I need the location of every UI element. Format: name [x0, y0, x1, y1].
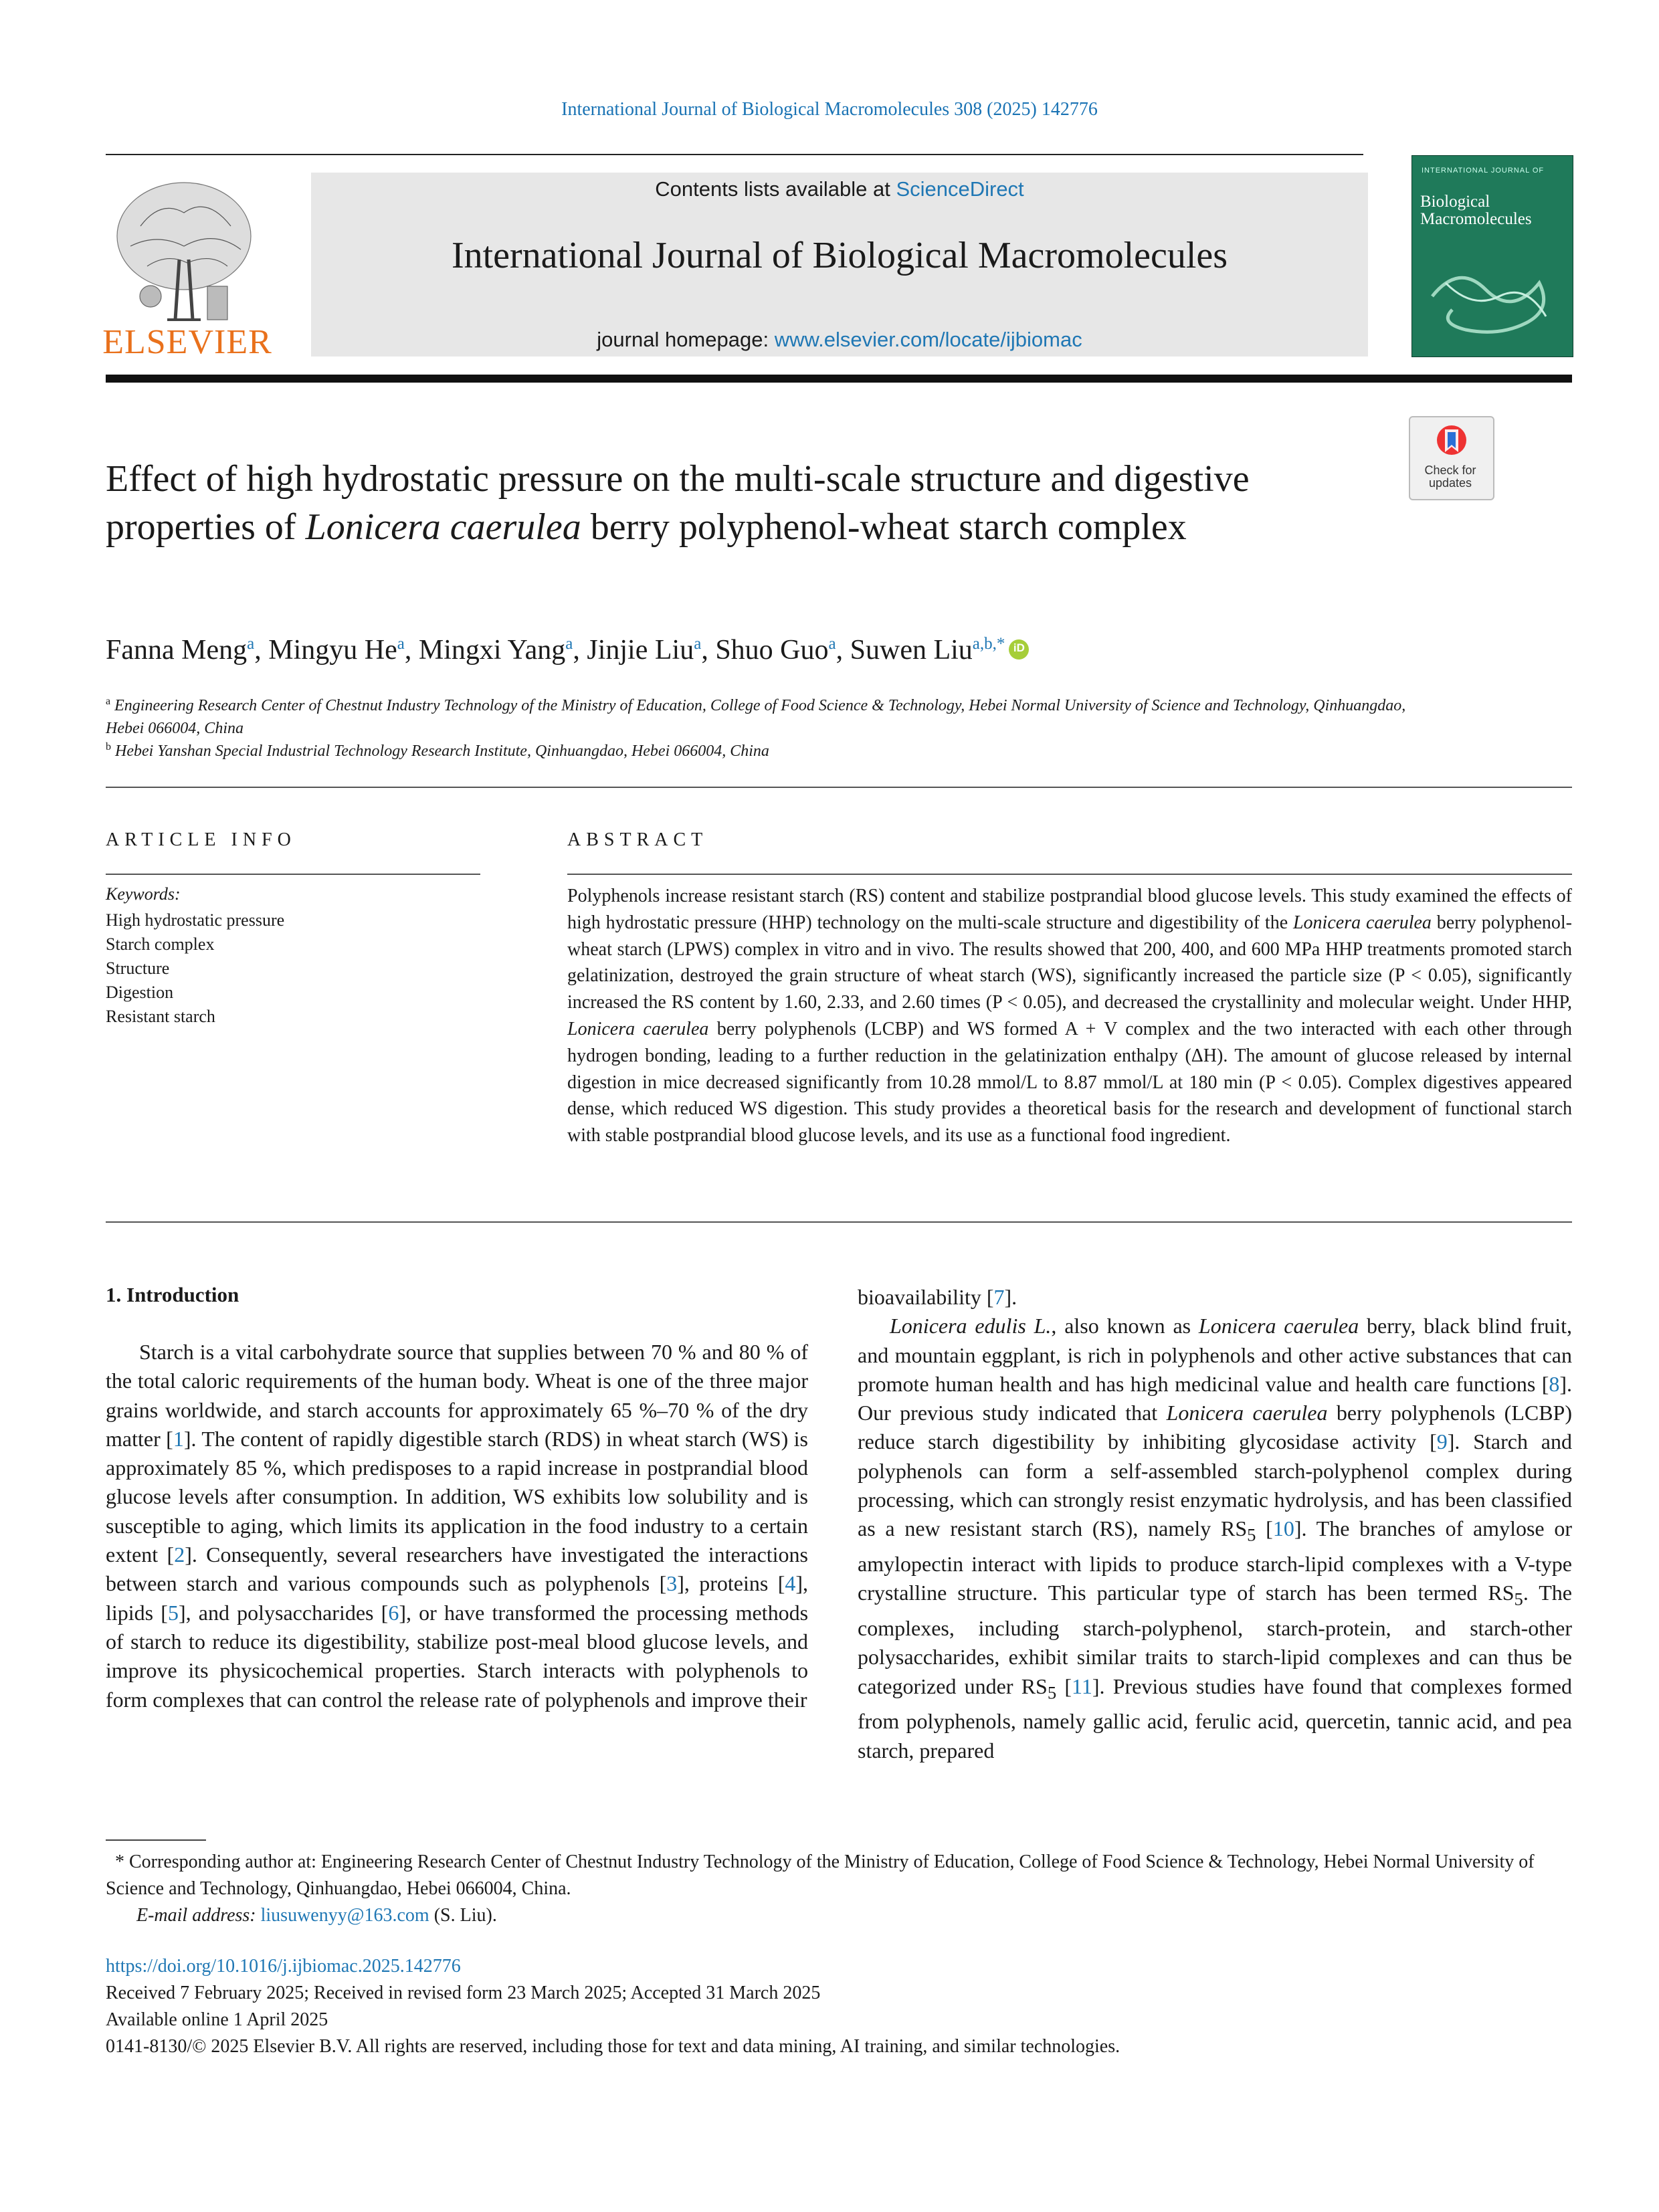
homepage-line [311, 328, 1368, 352]
abstract-end-rule [106, 1221, 1572, 1223]
reference-link[interactable]: 10 [1272, 1516, 1294, 1541]
keyword-item: Digestion [106, 983, 174, 1002]
reference-link[interactable]: 6 [388, 1600, 399, 1625]
text-span: berry polyphenols (LCBP) reduce starch digestibility by inhibiting glycosidase activity [ [858, 1401, 1573, 1454]
abstract-text [567, 883, 1572, 1149]
header-rule [106, 154, 1363, 155]
email-link[interactable]: liusuwenyy@163.com [260, 1905, 429, 1926]
abstract-species: Lonicera caerulea [567, 1018, 709, 1039]
author-name[interactable]: Jinjie Liu [587, 635, 694, 666]
author-name[interactable]: Shuo Guo [715, 635, 829, 666]
text-span: ]. Starch and polyphenols can form a self-assembled starch-polyphenol complex during processing, which can strongly resist enzymatic hydrolysis, and has been classified as a new resistant starch (RS), namely RS [858, 1429, 1572, 1541]
author-affiliation-marker[interactable]: a,b,* [972, 635, 1005, 653]
contents-line [311, 177, 1368, 201]
author-affiliation-marker[interactable]: a [565, 635, 573, 653]
journal-cover-thumbnail[interactable] [1411, 155, 1573, 357]
intro-paragraph [106, 1338, 808, 1714]
author-name[interactable]: Mingyu He [268, 635, 397, 666]
homepage-prefix: journal homepage: [597, 328, 775, 351]
keyword-item: Starch complex [106, 934, 215, 954]
reference-link[interactable]: 4 [785, 1571, 796, 1596]
text-span: Starch is a vital carbohydrate source that supplies between 70 % and 80 % of the total caloric requirements of the human body. Wheat is one of the three major grains worldwide, and starch accounts for approximately 65 %–70 % of the dry matter [ [106, 1340, 808, 1451]
text-span: ]. The branches of amylose or amylopectin interact with lipids to produce starch-lipid complexes with a V-type crystalline structure. This particular type of starch has been termed RS [858, 1516, 1573, 1605]
subscript: 5 [1247, 1524, 1256, 1545]
header-thick-rule [106, 375, 1572, 383]
received-dates: Received 7 February 2025; Received in revised form 23 March 2025; Accepted 31 March 2025 [106, 1983, 821, 2003]
reference-link[interactable]: 9 [1436, 1429, 1448, 1454]
reference-link[interactable]: 5 [167, 1600, 179, 1625]
author-affiliation-marker[interactable]: a [397, 635, 405, 653]
available-online: Available online 1 April 2025 [106, 2009, 328, 2030]
species-name: Lonicera caerulea [1166, 1401, 1328, 1425]
title-part-2: berry polyphenol-wheat starch complex [581, 506, 1187, 548]
keyword-item: Resistant starch [106, 1007, 215, 1026]
keywords-list [106, 908, 284, 1029]
body-column-left [106, 1338, 808, 1714]
introduction-heading: 1. Introduction [106, 1283, 239, 1306]
affiliation-a [106, 690, 1444, 740]
article-title [106, 455, 1310, 551]
title-species: Lonicera caerulea [305, 506, 581, 548]
author-list: Fanna Meng$^a$, Mingyu He$^a$, Mingxi Yang$^a$, Jinjie Liu$^a$, Shuo Guo$^a$, Suwen Liu$^{a,b,*}$ iD [106, 634, 1377, 666]
section-rule [106, 787, 1572, 788]
text-span: ]. Previous studies have found that complexes formed from polyphenols, namely gallic acid, ferulic acid, quercetin, tannic acid, and pea starch, prepared [858, 1674, 1573, 1763]
author-name[interactable]: Fanna Meng [106, 635, 248, 666]
text-span: ], and polysaccharides [ [178, 1600, 389, 1625]
subscript: 5 [1514, 1589, 1523, 1609]
text-span: [ [1056, 1674, 1072, 1698]
cover-protein-graphic [1426, 256, 1559, 343]
text-span: ]. Consequently, several researchers have investigated the interactions between starch and various compounds such as polyphenols [ [106, 1542, 809, 1596]
publication-metadata [106, 1953, 1572, 2060]
intro-paragraph [858, 1312, 1572, 1765]
abstract-segment: berry polyphenols (LCBP) and WS formed A + V complex and the two interacted with each other through hydrogen bonding, leading to a further reduction in the gelatinization enthalpy (ΔH). The amount of glucose released by internal digestion in mice decreased significantly from 10.28 mmol/L to 8.87 mmol/L at 180 min (P < 0.05). Complex digestives appeared dense, which reduced WS digestion. This study provides a theoretical basis for the research and development of functional starch with stable postprandial blood glucose levels, and its use as a functional food ingredient. [567, 1018, 1573, 1146]
footnote-rule [106, 1839, 206, 1841]
reference-link[interactable]: 8 [1549, 1371, 1560, 1396]
text-span: ], or have transformed the processing methods of starch to reduce its digestibility, stabilize post-meal blood glucose levels, and improve its physicochemical properties. Starch interacts with polyphenols to form complexes that can control the release rate of polyphenols and improve their [106, 1600, 809, 1712]
elsevier-wordmark: ELSEVIER [102, 323, 272, 361]
check-for-updates-badge[interactable] [1409, 416, 1494, 500]
journal-citation[interactable]: International Journal of Biological Macromolecules 308 (2025) 142776 [561, 99, 1098, 120]
reference-link[interactable]: 2 [174, 1542, 185, 1567]
text-span: . The complexes, including starch-polyphenol, starch-protein, and starch-other polysaccharides, exhibit similar traits to starch-lipid complexes and can thus be categorized under RS [858, 1581, 1573, 1698]
journal-title: International Journal of Biological Macromolecules [451, 235, 1228, 276]
crossmark-icon [1436, 423, 1468, 463]
article-info-rule [106, 874, 480, 875]
species-name: Lonicera caerulea [1198, 1314, 1359, 1338]
affiliation-text: Engineering Research Center of Chestnut Industry Technology of the Ministry of Education, College of Food Science & Technology, Hebei Normal University of Science and Technology, Qinhuangdao, Hebei 066004, China [106, 697, 1406, 737]
affiliation-b [106, 736, 1444, 763]
author-name[interactable]: Suwen Liu [850, 635, 973, 666]
subscript: 5 [1047, 1682, 1057, 1703]
text-span: berry, black blind fruit, and mountain eggplant, is rich in polyphenols and other active substances that can promote human health and has high medicinal value and health care functions [ [858, 1314, 1573, 1396]
text-span: ]. [1004, 1285, 1017, 1309]
author-affiliation-marker[interactable]: a [694, 635, 702, 653]
author-affiliation-marker[interactable]: a [828, 635, 836, 653]
reference-link[interactable]: 1 [173, 1426, 184, 1451]
abstract-species: Lonicera caerulea [1292, 912, 1432, 933]
footnote-corresponding [106, 1849, 1572, 1902]
reference-link[interactable]: 11 [1072, 1674, 1092, 1698]
title-part-1: Effect of high hydrostatic pressure on the multi-scale structure and digestive properties of [106, 458, 1250, 548]
copyright-line: 0141-8130/© 2025 Elsevier B.V. All rights are reserved, including those for text and data mining, AI training, and similar technologies. [106, 2036, 1120, 2057]
affiliation-label: a [106, 696, 111, 707]
abstract-heading: ABSTRACT [567, 829, 708, 850]
crossmark-label: Check for updates [1424, 464, 1476, 490]
homepage-link[interactable]: www.elsevier.com/locate/ijbiomac [774, 328, 1082, 351]
text-span: ], lipids [ [106, 1571, 809, 1625]
corresponding-footnote [106, 1849, 1572, 1929]
abstract-segment: Polyphenols increase resistant starch (RS) content and stabilize postprandial blood glucose levels. This study examined the effects of high hydrostatic pressure (HHP) technology on the multi-scale structure and digestibility of the [567, 886, 1572, 933]
cover-title: Biological Macromolecules [1420, 193, 1532, 228]
affiliation-label: b [106, 741, 111, 752]
email-suffix: (S. Liu). [429, 1905, 497, 1926]
text-span: , also known as [1051, 1314, 1199, 1338]
orcid-icon[interactable]: iD [1009, 639, 1029, 660]
text-span: ], proteins [ [677, 1571, 785, 1596]
footnote-marker: * [115, 1851, 124, 1872]
author-name[interactable]: Mingxi Yang [418, 635, 566, 666]
species-name: Lonicera edulis L. [890, 1314, 1052, 1338]
reference-link[interactable]: 3 [666, 1571, 678, 1596]
keyword-item: Structure [106, 959, 170, 978]
contents-prefix: Contents lists available at [655, 177, 896, 201]
keyword-item: High hydrostatic pressure [106, 910, 285, 930]
email-label: E-mail address: [136, 1905, 261, 1926]
text-span: bioavailability [ [858, 1285, 994, 1309]
footnote-text: Corresponding author at: Engineering Research Center of Chestnut Industry Technology of the Ministry of Education, College of Food Science & Technology, Hebei Normal University of Science and Technology, Qinhuangdao, Hebei 066004, China. [106, 1851, 1535, 1899]
intro-paragraph-continued [858, 1283, 1572, 1312]
reference-link[interactable]: 7 [993, 1285, 1005, 1309]
footnote-email-line [106, 1902, 1572, 1929]
text-span: ]. Our previous study indicated that [858, 1371, 1572, 1425]
cover-small-text: INTERNATIONAL JOURNAL OF [1422, 167, 1545, 175]
article-info-heading: ARTICLE INFO [106, 829, 296, 850]
sciencedirect-link[interactable]: ScienceDirect [896, 177, 1024, 201]
abstract-rule [567, 874, 1572, 875]
keywords-label: Keywords: [106, 884, 181, 904]
body-column-right [858, 1283, 1572, 1765]
doi-link[interactable]: https://doi.org/10.1016/j.ijbiomac.2025.142776 [106, 1956, 461, 1977]
text-span: ]. The content of rapidly digestible starch (RDS) in wheat starch (WS) is approximately 85 %, which predisposes to a rapid increase in postprandial blood glucose levels after consumption. In addition, WS exhibits low solubility and is susceptible to aging, which limits its application in the food industry to a certain extent [ [106, 1426, 809, 1567]
author-affiliation-marker[interactable]: a [247, 635, 255, 653]
affiliation-text: Hebei Yanshan Special Industrial Technology Research Institute, Qinhuangdao, Hebei 066004, China [115, 742, 769, 760]
abstract-segment: berry polyphenol-wheat starch (LPWS) complex in vitro and in vivo. The results showed that 200, 400, and 600 MPa HHP treatments promoted starch gelatinization, destroyed the grain structure of wheat starch (WS), significantly increased the particle size (P < 0.05), significantly increased the RS content by 1.60, 2.33, and 2.60 times (P < 0.05), and decreased the crystallinity and molecular weight. Under HHP, [567, 912, 1573, 1013]
text-span: [ [1256, 1516, 1273, 1541]
